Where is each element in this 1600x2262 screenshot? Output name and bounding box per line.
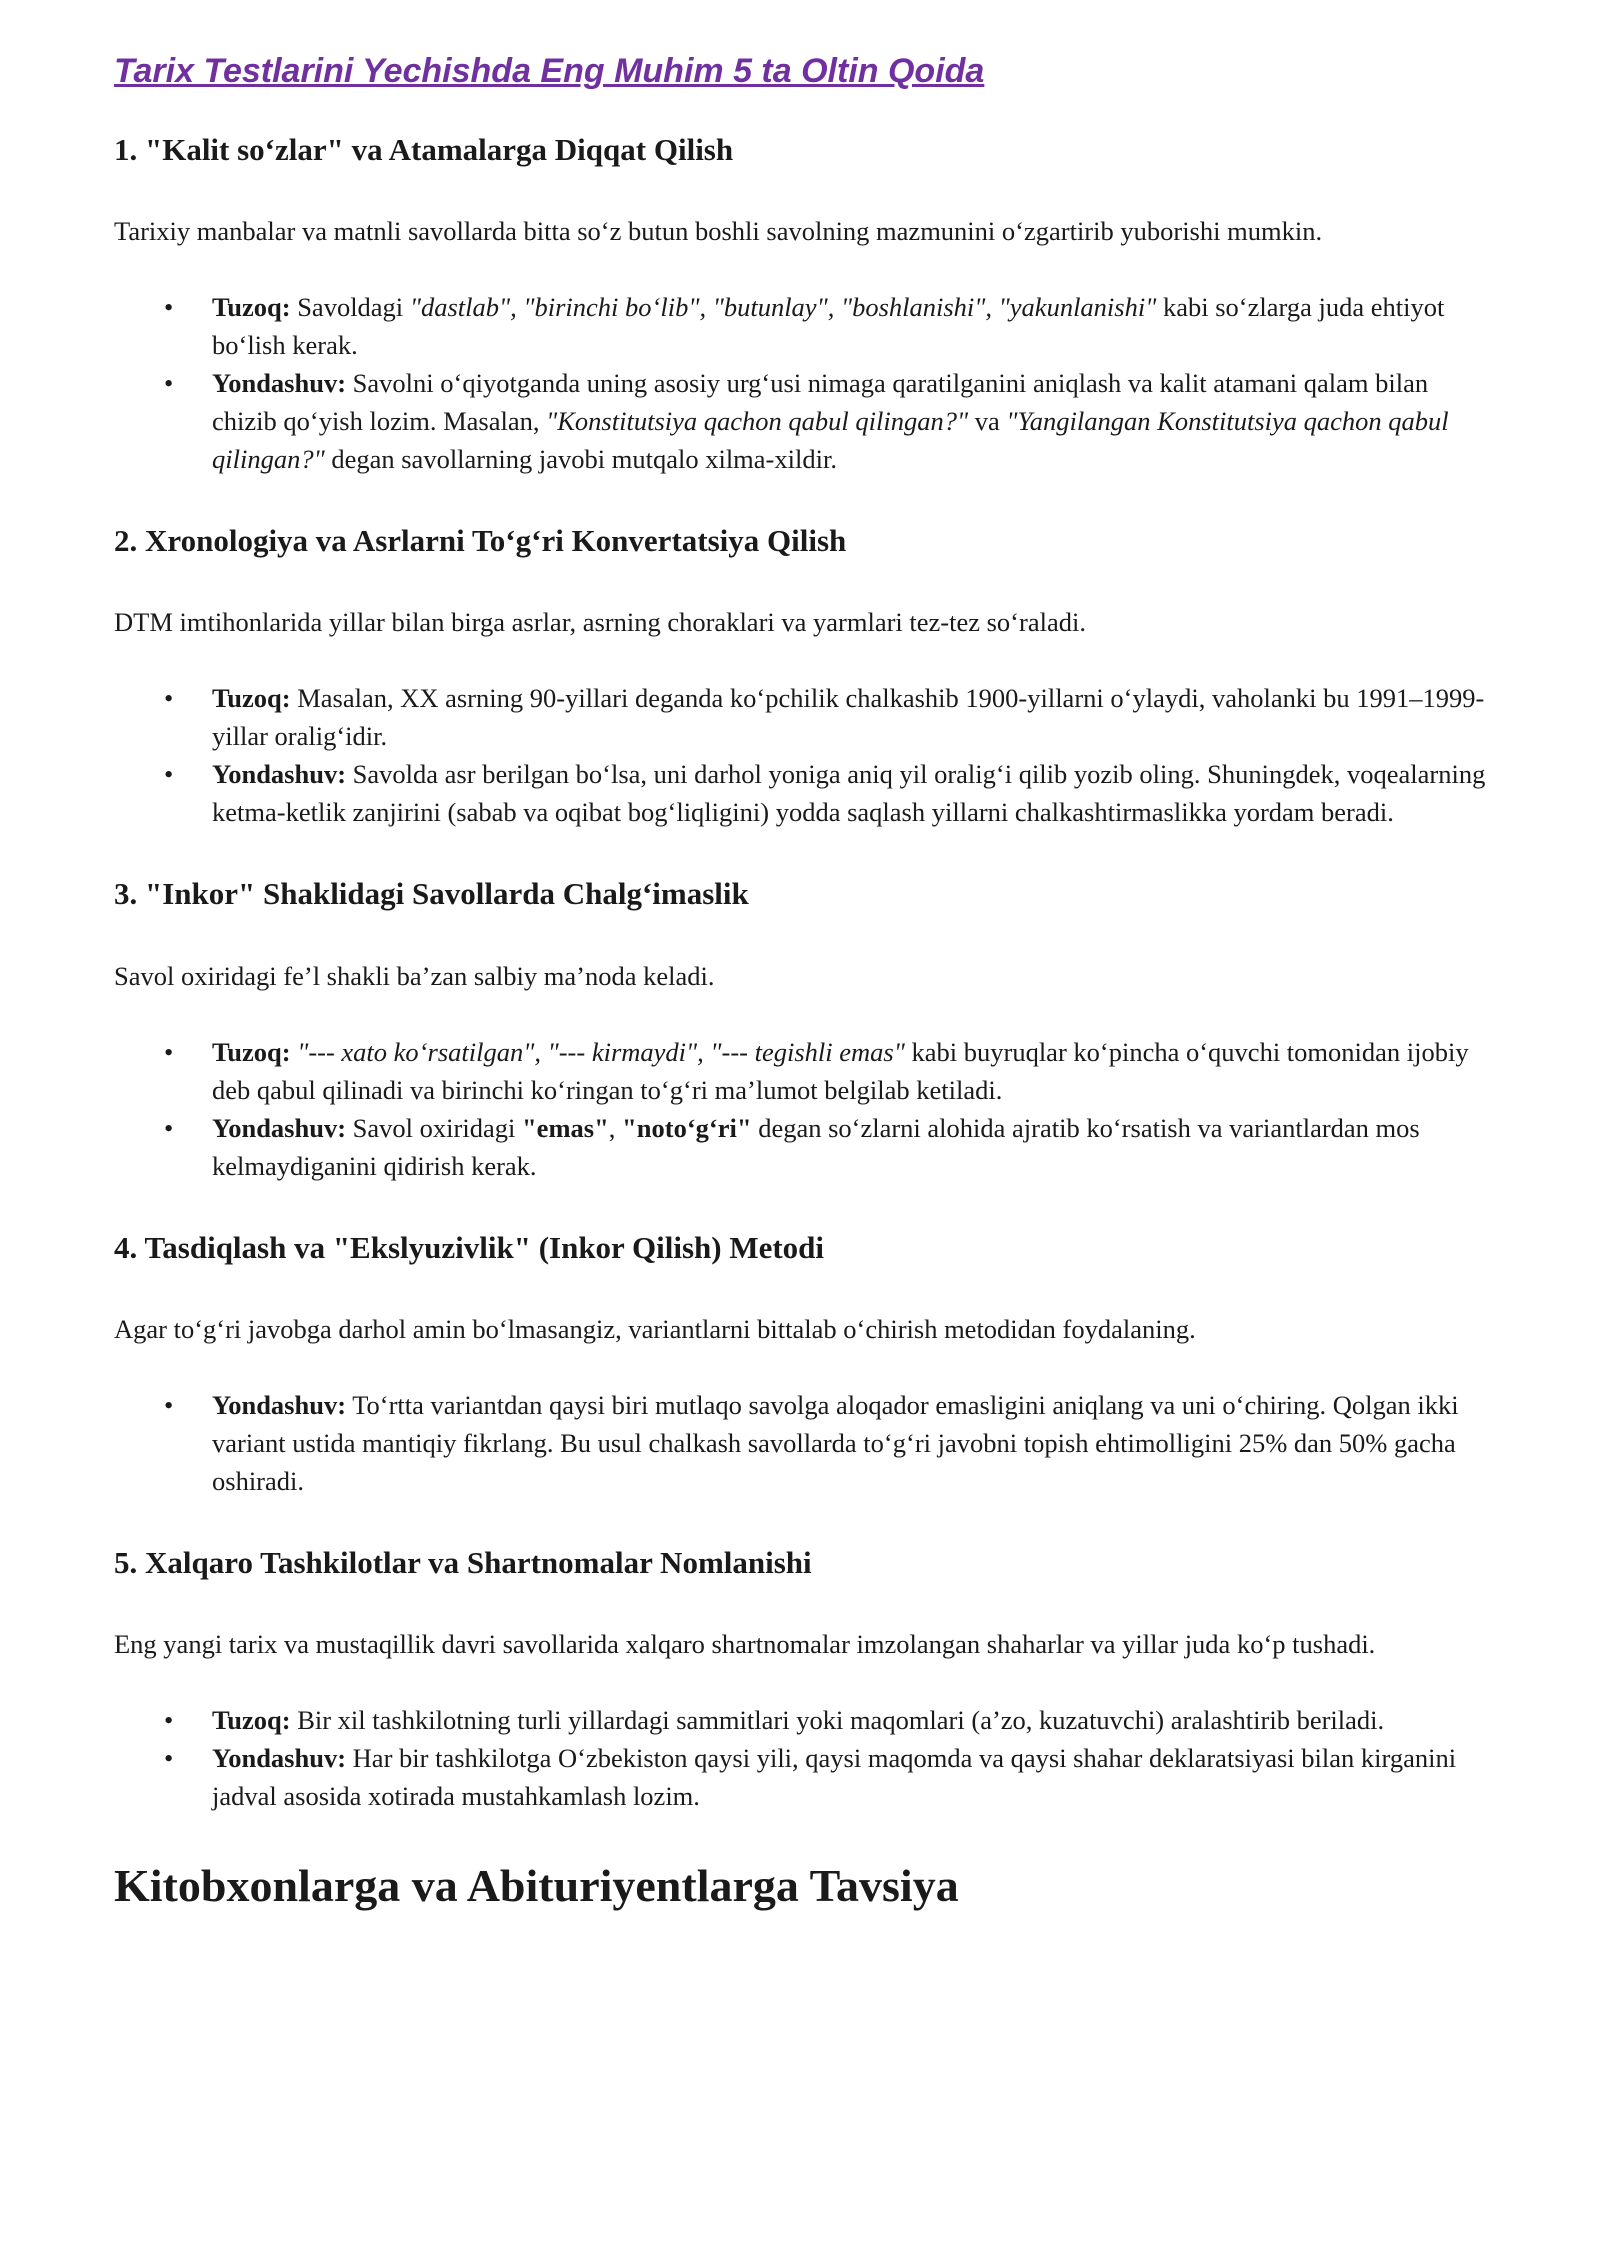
section-intro: Tarixiy manbalar va matnli savollarda bitta so‘z butun boshli savolning mazmunini o‘zgartirib yuborishi mumkin. [114,216,1323,247]
point-label: Yondashuv: [212,368,347,399]
point-text: "--- xato ko‘rsatilgan", "--- kirmaydi", "--- tegishli emas" [297,1036,905,1067]
point-text: Masalan, XX asrning 90-yillari deganda ko‘pchilik chalkashib 1900-yillarni o‘ylaydi, vaholanki bu 1991–1999-yillar oralig‘idir. [212,683,1485,752]
section-heading: 2. Xronologiya va Asrlarni To‘g‘ri Konvertatsiya Qilish [114,523,847,559]
point-label: Yondashuv: [212,1389,347,1420]
bullet-icon: • [164,292,174,323]
list-item [114,1033,1494,1109]
bullet-icon: • [164,1389,174,1420]
point-text: Savolni o‘qiyotganda uning asosiy urg‘usi nimaga qaratilganini aniqlash va kalit atamani qalam bilan chizib qo‘yish lozim. Masalan, [212,368,1429,437]
list-item [114,1739,1494,1815]
point-text: va [968,406,1007,437]
point-label: Tuzoq: [212,1036,291,1067]
list-item [114,364,1494,478]
point-text: "Konstitutsiya qachon qabul qilingan?" [546,406,969,437]
section-intro: Eng yangi tarix va mustaqillik davri savollarida xalqaro shartnomalar imzolangan shaharlar va yillar juda ko‘p tushadi. [114,1628,1376,1659]
section-heading: 1. "Kalit so‘zlar" va Atamalarga Diqqat Qilish [114,132,734,167]
section-intro: DTM imtihonlarida yillar bilan birga asrlar, asrning choraklari va yarmlari tez-tez so‘raladi. [114,607,1086,638]
sections-container [114,131,1494,1815]
point-text: "noto‘g‘ri" [622,1112,752,1143]
point-text: Har bir tashkilotga O‘zbekiston qaysi yili, qaysi maqomda va qaysi shahar deklaratsiyasi bilan kirganini jadval asosida xotirada mustahkamlash lozim. [212,1742,1457,1811]
bullet-icon: • [164,1036,174,1067]
bullet-icon: • [164,1112,174,1143]
point-label: Tuzoq: [212,683,291,714]
point-label: Tuzoq: [212,1704,291,1735]
section-heading: 4. Tasdiqlash va "Ekslyuzivlik" (Inkor Qilish) Metodi [114,1229,825,1265]
section-points [114,1033,1494,1185]
bullet-icon: • [164,368,174,399]
point-label: Yondashuv: [212,1112,347,1143]
section-intro: Savol oxiridagi fe’l shakli ba’zan salbiy ma’noda keladi. [114,960,715,991]
bullet-icon: • [164,759,174,790]
bullet-icon: • [164,683,174,714]
section-heading: 3. "Inkor" Shaklidagi Savollarda Chalg‘imaslik [114,876,749,912]
point-text: kabi buyruqlar ko‘pincha o‘quvchi tomonidan ijobiy deb qabul qilinadi va birinchi ko‘ringan to‘g‘ri ma’lumot belgilab ketiladi. [212,1036,1469,1105]
final-heading: Kitobxonlarga va Abituriyentlarga Tavsiya [114,1859,959,1911]
document-page [114,52,1494,1912]
point-text: Savol oxiridagi [346,1112,522,1143]
point-text: kabi so‘zlarga juda ehtiyot bo‘lish kerak. [212,292,1445,361]
section-points [114,1701,1494,1815]
list-item [114,755,1494,831]
list-item [114,288,1494,364]
bullet-icon: • [164,1742,174,1773]
point-label: Yondashuv: [212,1742,347,1773]
list-item [114,679,1494,755]
page-title: Tarix Testlarini Yechishda Eng Muhim 5 ta Oltin Qoida [114,52,985,90]
point-label: Yondashuv: [212,759,347,790]
list-item [114,1701,1494,1739]
point-text: "emas" [521,1112,609,1143]
point-text: Savolda asr berilgan bo‘lsa, uni darhol yoniga aniq yil oralig‘i qilib yozib oling. Shuningdek, voqealarning ketma-ketlik zanjirini (sabab va oqibat bog‘liqligini) yodda saqlash yillarni chalkashtirmaslikka yordam beradi. [212,759,1486,828]
section-points [114,679,1494,831]
point-text: "Yangilangan Konstitutsiya qachon qabul qilingan?" [212,406,1449,475]
section-heading: 5. Xalqaro Tashkilotlar va Shartnomalar Nomlanishi [114,1544,812,1580]
point-text: degan so‘zlarni alohida ajratib ko‘rsatish va variantlardan mos kelmaydiganini qidirish kerak. [212,1112,1420,1181]
point-text: degan savollarning javobi mutqalo xilma-xildir. [324,444,837,475]
point-text: Savoldagi [290,292,410,323]
point-text: To‘rtta variantdan qaysi biri mutlaqo savolga aloqador emasligini aniqlang va uni o‘chiring. Qolgan ikki variant ustida mantiqiy fikrlang. Bu usul chalkash savollarda to‘g‘ri javobni topish ehtimolligini 25% dan 50% gacha oshiradi. [212,1389,1459,1496]
point-text: Bir xil tashkilotning turli yillardagi sammitlari yoki maqomlari (a’zo, kuzatuvchi) aralashtirib beriladi. [290,1704,1385,1735]
bullet-icon: • [164,1704,174,1735]
point-text: , [608,1112,623,1143]
section-points [114,288,1494,478]
list-item [114,1109,1494,1185]
point-text: "dastlab", "birinchi bo‘lib", "butunlay", "boshlanishi", "yakunlanishi" [409,292,1157,323]
point-label: Tuzoq: [212,292,291,323]
section-points [114,1386,1494,1500]
list-item [114,1386,1494,1500]
section-intro: Agar to‘g‘ri javobga darhol amin bo‘lmasangiz, variantlarni bittalab o‘chirish metodidan foydalaning. [114,1313,1196,1344]
